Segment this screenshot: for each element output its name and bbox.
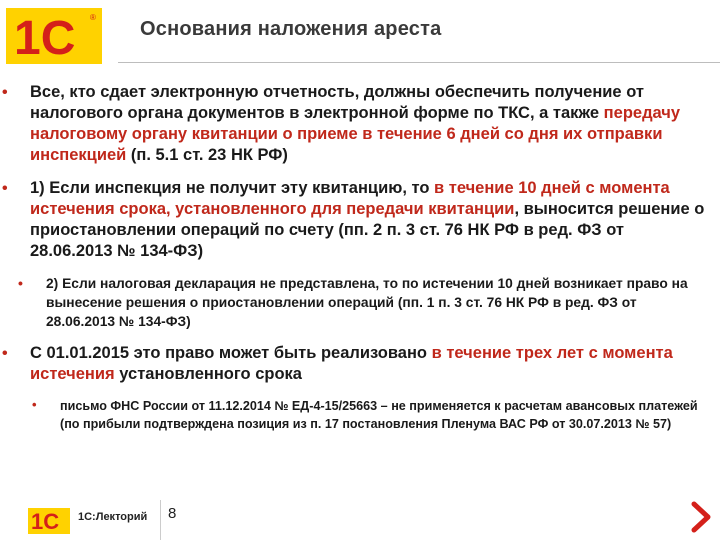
footer-label: 1С:Лекторий [78,511,148,523]
text-segment: 2) Если налоговая декларация не представлена, то по истечении 10 дней возникает право на вынесение решения о приостановлении операций (пп. 1 п. 3 ст. 76 НК РФ в ред. ФЗ от 28.06.2013 № 134-ФЗ) [46,276,688,329]
bullet-text [32,274,706,331]
text-segment: Все, кто сдает электронную отчетность, должны обеспечить получение от налогового органа документов в электронной форме по ТКС, а также [30,83,644,122]
bullet-item [0,274,706,331]
bullet-text [16,82,706,166]
bullet-item [0,178,706,262]
text-segment: , выносится решение о приостановлении операций по счету (пп. 2 п. 3 ст. 76 НК РФ в ред. ФЗ от 28.06.2013 № 134-ФЗ) [30,200,705,260]
bullet-item [0,397,706,433]
bullet-item [0,82,706,166]
text-segment: С 01.01.2015 это право может быть реализовано [30,344,432,362]
logo-text: 1С [14,12,76,64]
header-divider [118,62,720,63]
text-segment: письмо ФНС России от 11.12.2014 № ЕД-4-15/25663 – не применяется к расчетам авансовых платежей (по прибыли подтверждена позиция из п. 17 постановления Пленума ВАС РФ от 30.07.2013 № 57) [60,399,698,431]
brand-logo [0,0,112,70]
logo-1c-icon [6,8,102,64]
footer-divider [160,500,161,540]
highlighted-text: в течение трех лет с момента истечения [30,344,673,383]
text-segment: 1) Если инспекция не получит эту квитанцию, то [30,179,435,197]
svg-text:®: ® [90,13,96,22]
bullet-marker: • [2,345,8,362]
bullet-text [16,343,706,385]
bullet-marker: • [32,397,37,412]
bullet-text [16,178,706,262]
text-segment: (п. 5.1 ст. 23 НК РФ) [126,146,288,164]
footer-logo-text: 1С [31,509,60,534]
bullet-marker: • [18,275,23,291]
bullet-marker: • [2,84,8,101]
highlighted-text: в течение 10 дней с момента истечения срока, установленного для передачи квитанции [30,179,670,218]
bullet-text [46,397,706,433]
slide-content [0,82,720,433]
page-number: 8 [168,505,177,522]
highlighted-text: передачу налоговому органу квитанции о приеме в течение 6 дней со дня их отправки инспекцией [30,104,681,164]
bullet-marker: • [2,180,8,197]
bullet-item [0,343,706,385]
footer-logo-icon [28,508,70,534]
page-title: Основания наложения ареста [140,18,442,40]
chevron-right-icon[interactable] [688,500,714,534]
text-segment: установленного срока [114,365,302,383]
